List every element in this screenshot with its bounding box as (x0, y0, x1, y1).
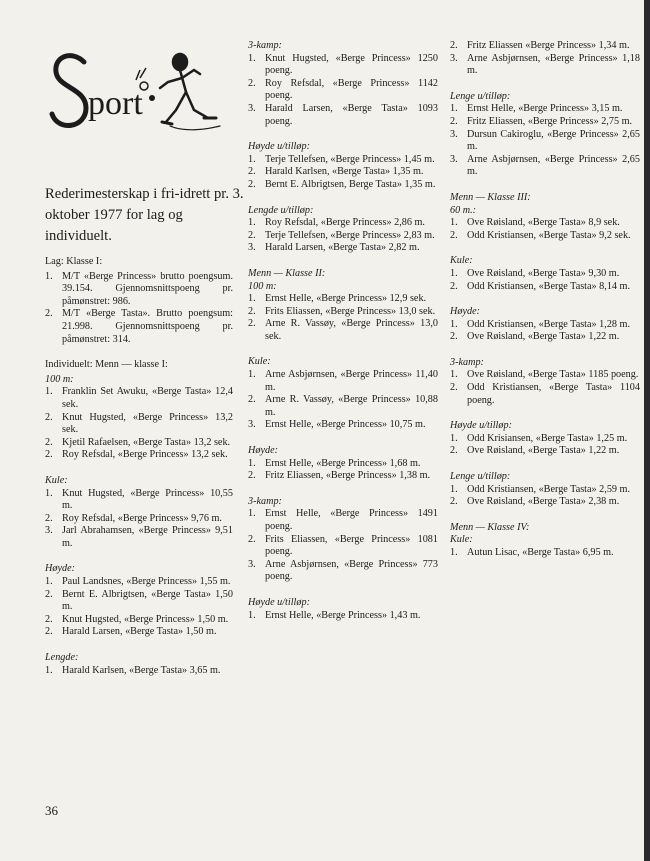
result-item (450, 53, 640, 78)
result-text: Odd Kristiansen, «Berge Tasta» 1104 poeng. (467, 382, 640, 406)
result-section (248, 597, 438, 622)
result-item (450, 433, 640, 446)
result-section (450, 420, 640, 458)
result-section (450, 471, 640, 509)
result-rank: 1. (450, 432, 458, 444)
result-rank: 2. (45, 588, 53, 600)
result-section (45, 475, 233, 551)
result-text: Odd Krisiansen, «Berge Tasta» 1,25 m. (467, 432, 628, 444)
result-rank: 1. (450, 318, 458, 330)
result-text: Ernst Helle, «Berge Princess» 1491 poeng. (265, 508, 438, 532)
result-text: Arne Asbjørnsen, «Berge Princess» 1,18 m. (467, 52, 640, 77)
result-text: Harald Karlsen, «Berge Tasta» 3,65 m. (62, 664, 221, 676)
section-heading: Kule: (450, 255, 473, 267)
result-list (45, 271, 233, 347)
result-text: Ernst Helle, «Berge Princess» 1,68 m. (265, 457, 421, 469)
result-rank: 2. (248, 394, 256, 406)
sport-logo (44, 48, 234, 140)
result-item (45, 576, 233, 589)
section-heading: Kule: (450, 534, 473, 546)
result-list (248, 610, 438, 623)
result-rank: 2. (248, 318, 256, 330)
result-text: Fritz Eliassen «Berge Princess» 1,34 m. (467, 40, 630, 51)
result-section (45, 359, 233, 372)
result-text: M/T «Berge Tasta». Brutto poengsum: 21.998. Gjennomsnittspoeng pr. påmønstret: 314. (62, 308, 233, 345)
result-text: Dursun Cakiroglu, «Berge Princess» 2,65 m. (467, 128, 640, 153)
result-text: Roy Refsdal, «Berge Princess» 9,76 m. (62, 512, 222, 524)
result-list (248, 458, 438, 483)
result-list (248, 217, 438, 255)
result-rank: 2. (248, 166, 256, 178)
result-item (450, 154, 640, 179)
section-heading: Menn — Klasse II: (248, 267, 326, 279)
result-rank: 1. (450, 217, 458, 229)
result-rank: 3. (450, 128, 458, 140)
result-item (45, 525, 233, 550)
result-text: Ernst Helle, «Berge Princess» 10,75 m. (265, 419, 426, 431)
result-item (45, 308, 233, 346)
result-rank: 1. (450, 483, 458, 495)
result-rank: 1. (450, 547, 458, 558)
result-text: Frits Eliassen, «Berge Princess» 1081 poeng. (265, 533, 438, 558)
result-rank: 1. (248, 293, 256, 305)
result-rank: 2. (248, 533, 256, 545)
result-rank: 2. (45, 308, 53, 320)
result-text: Knut Hugsted, «Berge Princess» 10,55 m. (62, 487, 233, 512)
result-section (248, 445, 438, 483)
result-rank: 2. (248, 470, 256, 482)
column-middle (248, 40, 438, 635)
result-section (45, 374, 233, 462)
result-section (450, 357, 640, 407)
result-item (248, 166, 438, 179)
section-heading: Kule: (45, 474, 68, 486)
result-item (248, 534, 438, 559)
result-item (450, 40, 640, 53)
result-item (248, 508, 438, 533)
result-item (248, 242, 438, 255)
result-rank: 1. (248, 609, 256, 621)
section-heading: Lengde: (45, 652, 79, 664)
result-rank: 2. (450, 496, 458, 508)
result-list (450, 217, 640, 242)
result-list (248, 154, 438, 192)
result-item (248, 154, 438, 167)
page-title: Rederimesterskap i fri-idrett pr. 3. oktober 1977 for lag og individuelt. (45, 186, 244, 244)
result-item (45, 665, 233, 678)
result-rank: 2. (450, 229, 458, 241)
section-heading: Lag: Klasse I: (45, 256, 103, 267)
result-item (45, 437, 233, 450)
section-heading: 3-kamp: (248, 495, 282, 507)
result-rank: 2. (45, 512, 53, 524)
result-section (450, 306, 640, 344)
result-text: Terje Tellefsen, «Berge Princess» 1,45 m. (265, 153, 435, 165)
result-rank: 1. (45, 386, 53, 398)
result-item (450, 217, 640, 230)
result-text: Frits Eliassen, «Berge Princess» 13,0 sek. (265, 305, 436, 317)
result-rank: 3. (450, 52, 458, 64)
result-text: Ove Røisland, «Berge Tasta» 9,30 m. (467, 267, 620, 279)
result-text: Bernt E. Albrigtsen, Berge Tasta» 1,35 m. (265, 178, 436, 190)
result-text: Arne Asbjørnsen, «Berge Princess» 11,40 m. (265, 369, 438, 393)
result-item (248, 394, 438, 419)
result-item (248, 217, 438, 230)
result-rank: 1. (248, 217, 256, 229)
result-item (450, 103, 640, 116)
result-list (45, 488, 233, 551)
section-heading: Høyde: (248, 445, 278, 457)
result-text: Roy Refsdal, «Berge Princess» 1142 poeng. (265, 77, 438, 102)
result-item (248, 293, 438, 306)
section-heading: Individuelt: Menn — klasse I: (45, 359, 168, 371)
section-heading: 3-kamp: (450, 356, 484, 368)
result-text: Autun Lisac, «Berge Tasta» 6,95 m. (467, 547, 614, 558)
result-text: Kjetil Rafaelsen, «Berge Tasta» 13,2 sek. (62, 436, 231, 448)
section-heading: Lenge u/tilløp: (450, 90, 511, 102)
result-section (450, 91, 640, 179)
result-text: Arne Asbjørnsen, «Berge Princess» 773 poeng. (265, 558, 438, 583)
result-text: M/T «Berge Princess» brutto poengsum. 39.154. Gjennomsnittspoeng pr. påmønstret: 986. (62, 270, 233, 307)
section-heading: Høyde u/tilløp: (248, 141, 310, 153)
result-item (45, 449, 233, 462)
result-item (45, 488, 233, 513)
result-text: Odd Kristiansen, «Berge Tasta» 8,14 m. (467, 280, 631, 292)
result-item (450, 116, 640, 129)
result-rank: 2. (248, 229, 256, 241)
section-heading: Kule: (248, 356, 271, 368)
result-text: Jarl Abrahamsen, «Berge Princess» 9,51 m. (62, 525, 233, 549)
result-section (248, 356, 438, 432)
result-rank: 2. (248, 178, 256, 190)
result-rank: 2. (248, 77, 256, 89)
result-list (248, 369, 438, 432)
result-item (450, 230, 640, 243)
result-text: Knut Hugsted, «Berge Princess» 13,2 sek. (62, 411, 233, 436)
result-section (450, 534, 640, 559)
section-heading: 100 m: (248, 280, 277, 292)
page-edge (644, 0, 650, 861)
column-right (450, 40, 640, 573)
result-list (450, 268, 640, 293)
result-text: Odd Kristiansen, «Berge Tasta» 1,28 m. (467, 318, 631, 330)
athlete-figure (160, 54, 220, 130)
result-item (248, 419, 438, 432)
result-text: Harald Karlsen, «Berge Tasta» 1,35 m. (265, 166, 424, 178)
result-item (450, 484, 640, 497)
section-heading: Lenge u/tilløp: (450, 471, 511, 483)
logo-word: port (88, 85, 143, 122)
result-item (248, 559, 438, 584)
result-text: Ove Røisland, «Berge Tasta» 8,9 sek. (467, 217, 620, 229)
result-text: Knut Hugsted, «Berge Princess» 1,50 m. (62, 613, 229, 625)
result-list (450, 103, 640, 179)
result-text: Odd Kristiansen, «Berge Tasta» 9,2 sek. (467, 229, 631, 241)
result-rank: 2. (450, 40, 458, 51)
result-rank: 1. (450, 267, 458, 279)
result-item (450, 331, 640, 344)
result-item (248, 230, 438, 243)
result-list (45, 576, 233, 639)
result-rank: 1. (450, 369, 458, 381)
result-rank: 2. (45, 626, 53, 638)
result-text: Fritz Eliassen, «Berge Princess» 1,38 m. (265, 470, 431, 482)
result-section (450, 205, 640, 243)
result-text: Paul Landsnes, «Berge Princess» 1,55 m. (62, 576, 231, 588)
result-list (450, 484, 640, 509)
result-rank: 3. (248, 242, 256, 254)
result-item (248, 179, 438, 192)
result-text: Ernst Helle, «Berge Princess» 1,43 m. (265, 609, 421, 621)
result-item (450, 281, 640, 294)
result-text: Ove Røisland, «Berge Tasta» 1185 poeng. (467, 369, 639, 381)
result-item (45, 271, 233, 309)
result-text: Ove Røisland, «Berge Tasta» 1,22 m. (467, 445, 620, 457)
result-text: Arne R. Vassøy, «Berge Princess» 10,88 m. (265, 394, 438, 418)
result-list (248, 53, 438, 129)
result-item (45, 626, 233, 639)
result-rank: 1. (450, 103, 458, 115)
result-item (450, 547, 640, 560)
result-text: Ove Røisland, «Berge Tasta» 1,22 m. (467, 331, 620, 343)
result-section (45, 256, 233, 346)
result-rank: 1. (248, 457, 256, 469)
result-item (248, 610, 438, 623)
result-text: Knut Hugsted, «Berge Princess» 1250 poeng. (265, 52, 438, 77)
result-list (45, 386, 233, 462)
section-heading: 60 m.: (450, 204, 477, 216)
section-heading: Menn — Klasse III: (450, 191, 531, 203)
result-item (450, 319, 640, 332)
result-rank: 1. (248, 369, 256, 381)
result-rank: 2. (450, 331, 458, 343)
result-list (450, 547, 640, 560)
section-heading: Lengde u/tilløp: (248, 204, 314, 216)
result-section (45, 652, 233, 677)
result-item (450, 129, 640, 154)
result-rank: 2. (450, 280, 458, 292)
result-text: Franklin Set Awuku, «Berge Tasta» 12,4 sek. (62, 386, 233, 410)
result-rank: 3. (248, 558, 256, 570)
result-item (248, 53, 438, 78)
result-section (450, 40, 640, 78)
section-heading: 3-kamp: (248, 40, 282, 51)
result-text: Ernst Helle, «Berge Princess» 12,9 sek. (265, 293, 427, 305)
result-item (450, 369, 640, 382)
result-text: Bernt E. Albrigtsen, «Berge Tasta» 1,50 m. (62, 588, 233, 613)
section-heading: Høyde: (45, 563, 75, 575)
result-text: Roy Refsdal, «Berge Princess» 2,86 m. (265, 217, 425, 229)
result-rank: 3. (248, 102, 256, 114)
result-section (450, 192, 640, 205)
result-rank: 2. (45, 411, 53, 423)
result-item (248, 318, 438, 343)
result-section (45, 563, 233, 639)
result-rank: 2. (45, 613, 53, 625)
result-rank: 2. (450, 445, 458, 457)
result-section (248, 281, 438, 344)
result-item (248, 78, 438, 103)
result-text: Ernst Helle, «Berge Princess» 3,15 m. (467, 103, 623, 115)
result-rank: 1. (45, 576, 53, 588)
result-text: Roy Refsdal, «Berge Princess» 13,2 sek. (62, 449, 228, 461)
result-item (450, 382, 640, 407)
result-section (248, 205, 438, 255)
result-item (248, 103, 438, 128)
result-section (450, 255, 640, 293)
result-list (450, 40, 640, 78)
result-list (248, 508, 438, 584)
result-text: Terje Tellefsen, «Berge Princess» 2,83 m. (265, 229, 435, 241)
result-item (248, 369, 438, 394)
result-list (45, 665, 233, 678)
result-text: Fritz Eliassen, «Berge Princess» 2,75 m. (467, 115, 633, 127)
result-text: Harald Larsen, «Berge Tasta» 2,82 m. (265, 242, 420, 254)
result-rank: 3. (450, 153, 458, 165)
result-rank: 1. (248, 508, 256, 520)
section-heading: Høyde: (450, 306, 480, 318)
result-item (248, 306, 438, 319)
result-section (450, 522, 640, 535)
result-rank: 1. (45, 487, 53, 499)
page-number: 36 (45, 803, 58, 818)
result-rank: 2. (45, 449, 53, 461)
result-list (450, 433, 640, 458)
result-item (450, 496, 640, 509)
result-text: Harald Larsen, «Berge Tasta» 1,50 m. (62, 626, 217, 638)
result-item (450, 445, 640, 458)
result-text: Arne R. Vassøy, «Berge Princess» 13,0 sek. (265, 318, 438, 342)
result-rank: 3. (45, 525, 53, 537)
result-rank: 1. (45, 270, 53, 282)
result-item (45, 513, 233, 526)
result-rank: 2. (450, 382, 458, 394)
result-item (45, 589, 233, 614)
result-item (248, 470, 438, 483)
section-heading: Menn — Klasse IV: (450, 521, 530, 533)
result-text: Harald Larsen, «Berge Tasta» 1093 poeng. (265, 102, 438, 127)
result-rank: 1. (248, 153, 256, 165)
result-text: Odd Kristiansen, «Berge Tasta» 2,59 m. (467, 483, 631, 495)
result-section (248, 496, 438, 584)
result-item (450, 268, 640, 281)
result-list (450, 319, 640, 344)
result-rank: 2. (450, 115, 458, 127)
result-item (45, 386, 233, 411)
column-left (45, 256, 233, 690)
result-section (248, 268, 438, 281)
result-text: Ove Røisland, «Berge Tasta» 2,38 m. (467, 496, 620, 508)
result-text: Arne Asbjørnsen, «Berge Princess» 2,65 m. (467, 153, 640, 178)
result-section (248, 40, 438, 128)
result-section (248, 141, 438, 191)
result-rank: 3. (248, 419, 256, 431)
result-item (45, 614, 233, 627)
sport-logo-graphic (44, 48, 234, 140)
result-rank: 2. (45, 436, 53, 448)
result-list (248, 293, 438, 343)
section-heading: Høyde u/tilløp: (450, 420, 512, 432)
result-rank: 2. (248, 305, 256, 317)
result-item (45, 412, 233, 437)
result-rank: 1. (45, 664, 53, 676)
result-list (450, 369, 640, 407)
section-heading: 100 m: (45, 373, 74, 385)
result-rank: 1. (248, 52, 256, 64)
result-item (248, 458, 438, 471)
section-heading: Høyde u/tilløp: (248, 596, 310, 608)
